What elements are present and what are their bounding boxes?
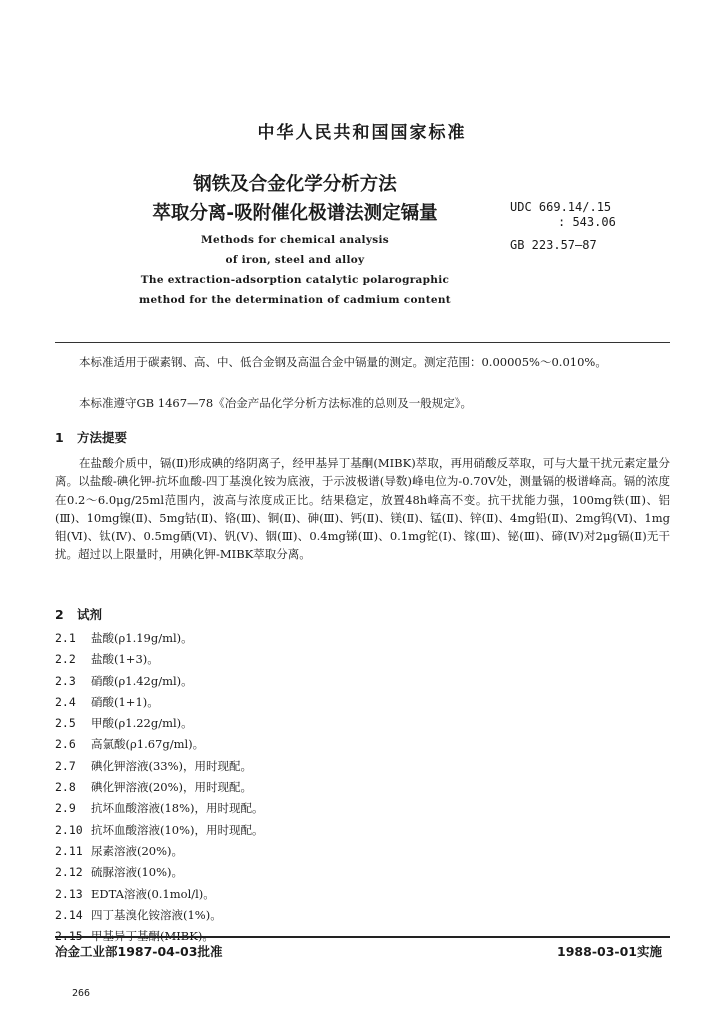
gb-code: GB 223.57—87 bbox=[510, 238, 597, 252]
reagent-text: 硝酸(1+1)。 bbox=[91, 694, 159, 709]
reagent-text: 抗坏血酸溶液(18%)，用时现配。 bbox=[91, 801, 264, 816]
section-number: 2 bbox=[55, 607, 64, 622]
reagent-list bbox=[55, 628, 670, 947]
reagent-item bbox=[55, 756, 670, 777]
reagent-item bbox=[55, 884, 670, 905]
reagent-number: 2.9 bbox=[55, 801, 76, 816]
section-2-heading bbox=[55, 605, 102, 623]
reagent-text: 硝酸(ρ1.42g/ml)。 bbox=[91, 673, 193, 688]
reagent-text: EDTA溶液(0.1mol/l)。 bbox=[91, 886, 215, 901]
section-1-body: 在盐酸介质中，镉(Ⅱ)形成碘的络阴离子，经甲基异丁基酮(MIBK)萃取，再用硝酸反萃取，可与大量干扰元素定量分离。以盐酸-碘化钾-抗坏血酸-四丁基溴化铵为底液，于示波极谱(导数)峰电位为-0.70V处，测量镉的极谱峰高。镉的浓度在0.2～6.0μg/25ml范围内，波高与浓度成正比。结果稳定，放置48h峰高不变。抗干扰能力强，100mg铁(Ⅲ)、铝(Ⅲ)、10mg镍(Ⅱ)、5mg钴(Ⅱ)、铬(Ⅲ)、铜(Ⅱ)、砷(Ⅲ)、钙(Ⅱ)、镁(Ⅱ)、锰(Ⅱ)、锌(Ⅱ)、4mg铅(Ⅱ)、2mg钨(Ⅵ)、1mg钼(Ⅵ)、钛(Ⅳ)、0.5mg硒(Ⅵ)、钒(Ⅴ)、铟(Ⅲ)、0.4mg锑(Ⅲ)、0.1mg铊(Ⅰ)、镓(Ⅲ)、铋(Ⅲ)、碲(Ⅳ)对2μg镉(Ⅱ)无干扰。超过以上限量时，用碘化钾-MIBK萃取分离。 bbox=[55, 456, 670, 562]
reagent-item bbox=[55, 692, 670, 713]
reagent-item bbox=[55, 862, 670, 883]
reagent-text: 盐酸(1+3)。 bbox=[91, 652, 159, 667]
compliance-paragraph: 本标准遵守GB 1467—78《冶金产品化学分析方法标准的总则及一般规定》。 bbox=[79, 396, 472, 410]
reagent-text: 碘化钾溶液(20%)，用时现配。 bbox=[91, 780, 253, 795]
reagent-number: 2.14 bbox=[55, 907, 83, 922]
title-en-line-3: The extraction-adsorption catalytic polarographic bbox=[140, 274, 450, 286]
reagent-text: 抗坏血酸溶液(10%)，用时现配。 bbox=[91, 822, 264, 837]
approval-date: 冶金工业部1987-04-03批准 bbox=[55, 944, 223, 959]
reagent-item bbox=[55, 820, 670, 841]
footer-divider bbox=[55, 936, 670, 938]
reagent-number: 2.8 bbox=[55, 780, 76, 795]
reagent-item bbox=[55, 841, 670, 862]
reagent-number: 2.4 bbox=[55, 694, 76, 709]
reagent-number: 2.13 bbox=[55, 886, 83, 901]
reagent-number: 2.15 bbox=[55, 929, 83, 944]
reagent-text: 碘化钾溶液(33%)，用时现配。 bbox=[91, 758, 253, 773]
scope-paragraph: 本标准适用于碳素钢、高、中、低合金钢及高温合金中镉量的测定。测定范围：0.00005%～0.010%。 bbox=[79, 355, 607, 369]
reagent-item bbox=[55, 777, 670, 798]
section-title: 试剂 bbox=[77, 607, 103, 622]
reagent-number: 2.10 bbox=[55, 822, 83, 837]
reagent-text: 甲酸(ρ1.22g/ml)。 bbox=[91, 716, 193, 731]
udc-code-line-1: UDC 669.14/.15 bbox=[510, 200, 612, 214]
reagent-text: 高氯酸(ρ1.67g/ml)。 bbox=[91, 737, 205, 752]
title-en-line-2: of iron, steel and alloy bbox=[225, 254, 365, 266]
reagent-text: 盐酸(ρ1.19g/ml)。 bbox=[91, 631, 193, 645]
reagent-text: 硫脲溶液(10%)。 bbox=[91, 865, 184, 880]
title-en-line-4: method for the determination of cadmium content bbox=[139, 294, 451, 306]
title-zh-line-2: 萃取分离-吸附催化极谱法测定镉量 bbox=[152, 203, 438, 224]
reagent-number: 2.2 bbox=[55, 652, 76, 667]
implementation-date: 1988-03-01实施 bbox=[557, 944, 662, 959]
reagent-number: 2.6 bbox=[55, 737, 76, 752]
reagent-text: 尿素溶液(20%)。 bbox=[91, 843, 184, 858]
reagent-item bbox=[55, 734, 670, 755]
title-en-line-1: Methods for chemical analysis bbox=[201, 234, 389, 246]
reagent-text: 甲基异丁基酮(MIBK)。 bbox=[91, 929, 214, 944]
section-number: 1 bbox=[55, 430, 64, 445]
section-1-heading bbox=[55, 428, 127, 446]
reagent-number: 2.11 bbox=[55, 843, 83, 858]
reagent-item bbox=[55, 713, 670, 734]
reagent-number: 2.3 bbox=[55, 673, 76, 688]
reagent-number: 2.7 bbox=[55, 758, 76, 773]
udc-code bbox=[510, 200, 616, 253]
reagent-number: 2.5 bbox=[55, 716, 76, 731]
reagent-item bbox=[55, 628, 670, 649]
reagent-item bbox=[55, 649, 670, 670]
header-divider bbox=[55, 342, 670, 343]
udc-code-line-2: : 543.06 bbox=[558, 215, 616, 229]
standard-type-heading: 中华人民共和国国家标准 bbox=[257, 123, 467, 143]
page-number: 266 bbox=[72, 988, 91, 999]
reagent-item bbox=[55, 798, 670, 819]
reagent-text: 四丁基溴化铵溶液(1%)。 bbox=[91, 907, 222, 922]
reagent-item bbox=[55, 905, 670, 926]
reagent-number: 2.1 bbox=[55, 631, 76, 645]
reagent-number: 2.12 bbox=[55, 865, 83, 880]
section-title: 方法提要 bbox=[77, 430, 128, 445]
reagent-item bbox=[55, 671, 670, 692]
title-zh-line-1: 钢铁及合金化学分析方法 bbox=[193, 174, 397, 195]
